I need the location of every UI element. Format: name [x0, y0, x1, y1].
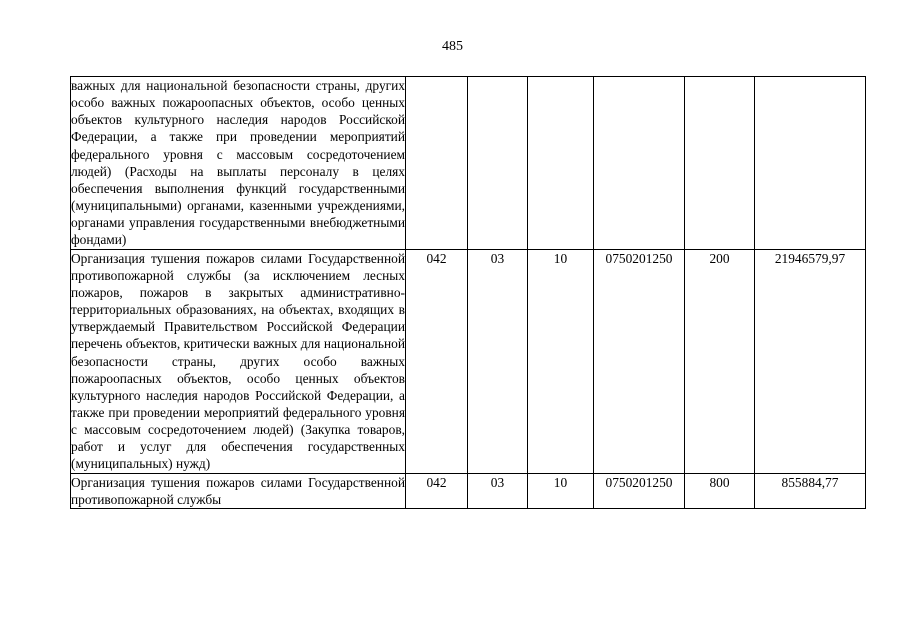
- table-row: [71, 77, 866, 250]
- section-code-cell: 03: [468, 473, 528, 508]
- target-article-cell: [594, 77, 685, 250]
- budget-table: [70, 76, 866, 509]
- subsection-code-cell: 10: [528, 473, 594, 508]
- subsection-code-cell: 10: [528, 249, 594, 473]
- expense-name: Организация тушения пожаров силами Государственной противопожарной службы (за исключением лесных пожаров, пожаров в закрытых административно-территориальных образованиях, на объектах, входящих в утверждаемый Правительством Российской Федерации перечень объектов, критически важных для национальной безопасности страны, других особо важных пожароопасных объектов, особо ценных объектов культурного наследия народов Российской Федерации, а также при проведении мероприятий федерального уровня с массовым сосредоточением людей) (Закупка товаров, работ и услуг для обеспечения государственных (муниципальных) нужд): [71, 250, 405, 472]
- expense-name: важных для национальной безопасности страны, других особо важных пожароопасных объектов, особо ценных объектов культурного наследия народов Российской Федерации, а также при проведении мероприятий федерального уровня с массовым сосредоточением людей) (Расходы на выплаты персоналу в целях обеспечения выполнения функций государственными (муниципальными) органами, казенными учреждениями, органами управления государственными внебюджетными фондами): [71, 78, 405, 248]
- expense-name-cell: [71, 77, 406, 250]
- expense-type-cell: 800: [685, 473, 755, 508]
- expense-name-cell: [71, 249, 406, 473]
- section-code-cell: [468, 77, 528, 250]
- section-code-cell: 03: [468, 249, 528, 473]
- target-article-cell: 0750201250: [594, 473, 685, 508]
- table-row: [71, 473, 866, 508]
- expense-name: Организация тушения пожаров силами Государственной противопожарной службы: [71, 474, 405, 507]
- target-article-cell: 0750201250: [594, 249, 685, 473]
- amount-cell: [755, 77, 866, 250]
- subsection-code-cell: [528, 77, 594, 250]
- expense-name-cell: [71, 473, 406, 508]
- table-row: [71, 249, 866, 473]
- amount-cell: 855884,77: [755, 473, 866, 508]
- expense-type-cell: [685, 77, 755, 250]
- expense-type-cell: 200: [685, 249, 755, 473]
- ministry-code-cell: [406, 77, 468, 250]
- page-number: 485: [442, 39, 463, 54]
- ministry-code-cell: 042: [406, 473, 468, 508]
- amount-cell: 21946579,97: [755, 249, 866, 473]
- ministry-code-cell: 042: [406, 249, 468, 473]
